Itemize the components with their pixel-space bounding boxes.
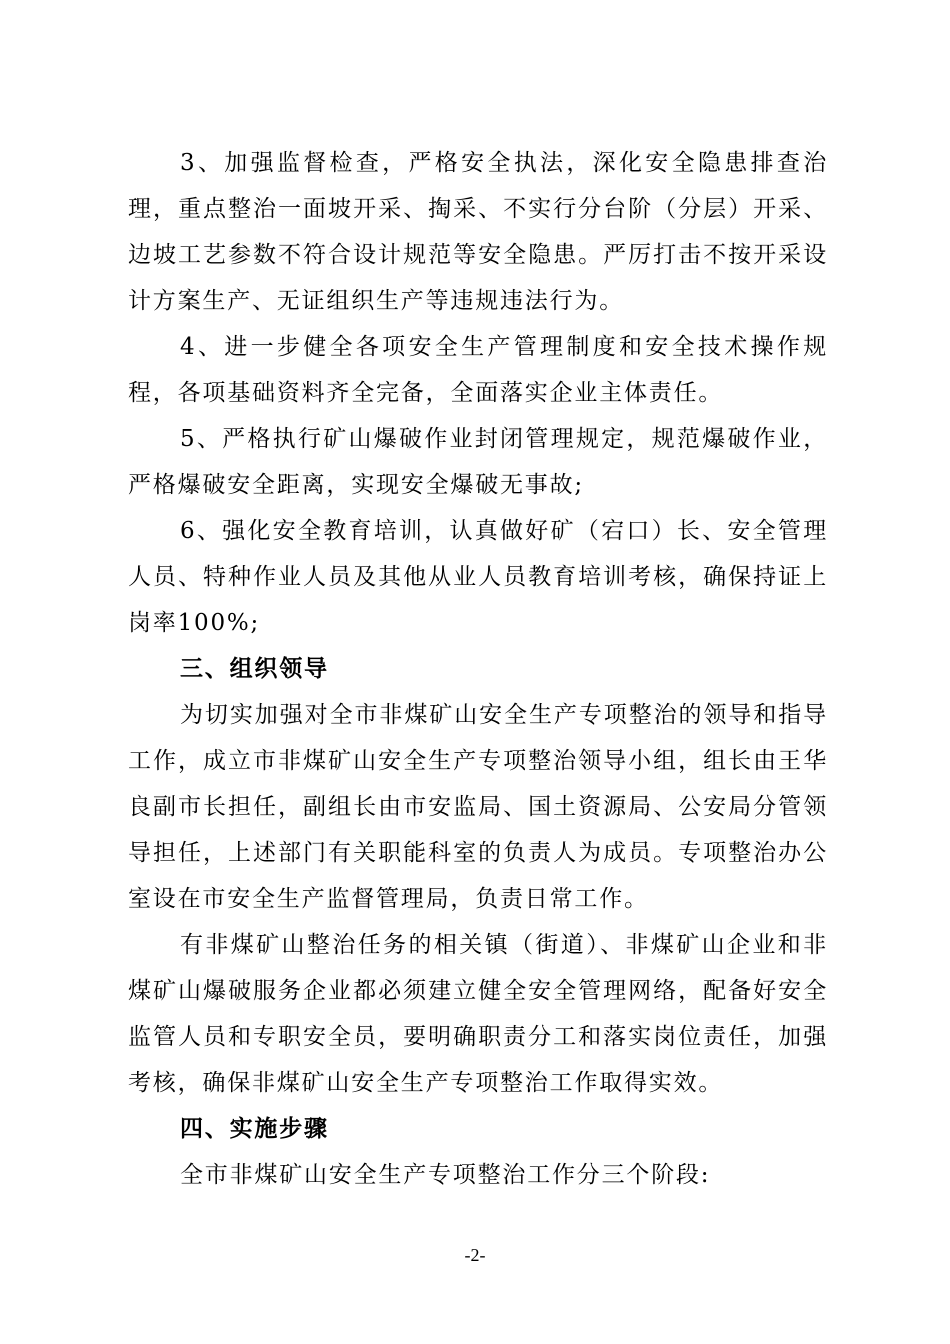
paragraph-stages-intro: 全市非煤矿山安全生产专项整治工作分三个阶段: [180,1162,711,1188]
document-body [128,140,828,1198]
paragraph-safety-network: 有非煤矿山整治任务的相关镇（街道）、非煤矿山企业和非煤矿山爆破服务企业都必须建立健全安全管理网络，配备好安全监管人员和专职安全员，要明确职责分工和落实岗位责任，加强考核，确保非煤矿山安全生产专项整治工作取得实效。 [128,932,828,1096]
paragraph-item-3: 3、加强监督检查，严格安全执法，深化安全隐患排查治理，重点整治一面坡开采、掏采、不实行分台阶（分层）开采、边坡工艺参数不符合设计规范等安全隐患。严厉打击不按开采设计方案生产、无证组织生产等违规违法行为。 [128,150,828,314]
paragraph-item-6: 6、强化安全教育培训，认真做好矿（宕口）长、安全管理人员、特种作业人员及其他从业人员教育培训考核，确保持证上岗率100%; [128,518,828,636]
paragraph-item-4: 4、进一步健全各项安全生产管理制度和安全技术操作规程，各项基础资料齐全完备，全面落实企业主体责任。 [128,334,828,406]
page-number: -2- [464,1245,486,1265]
paragraph-item-5: 5、严格执行矿山爆破作业封闭管理规定，规范爆破作业，严格爆破安全距离，实现安全爆破无事故; [128,426,828,498]
paragraph-leadership-group: 为切实加强对全市非煤矿山安全生产专项整治的领导和指导工作，成立市非煤矿山安全生产专项整治领导小组，组长由王华良副市长担任，副组长由市安监局、国土资源局、公安局分管领导担任，上述部门有关职能科室的负责人为成员。专项整治办公室设在市安全生产监督管理局，负责日常工作。 [128,702,828,912]
section-heading-implementation: 四、实施步骤 [180,1115,329,1142]
section-heading-organization: 三、组织领导 [180,655,329,682]
